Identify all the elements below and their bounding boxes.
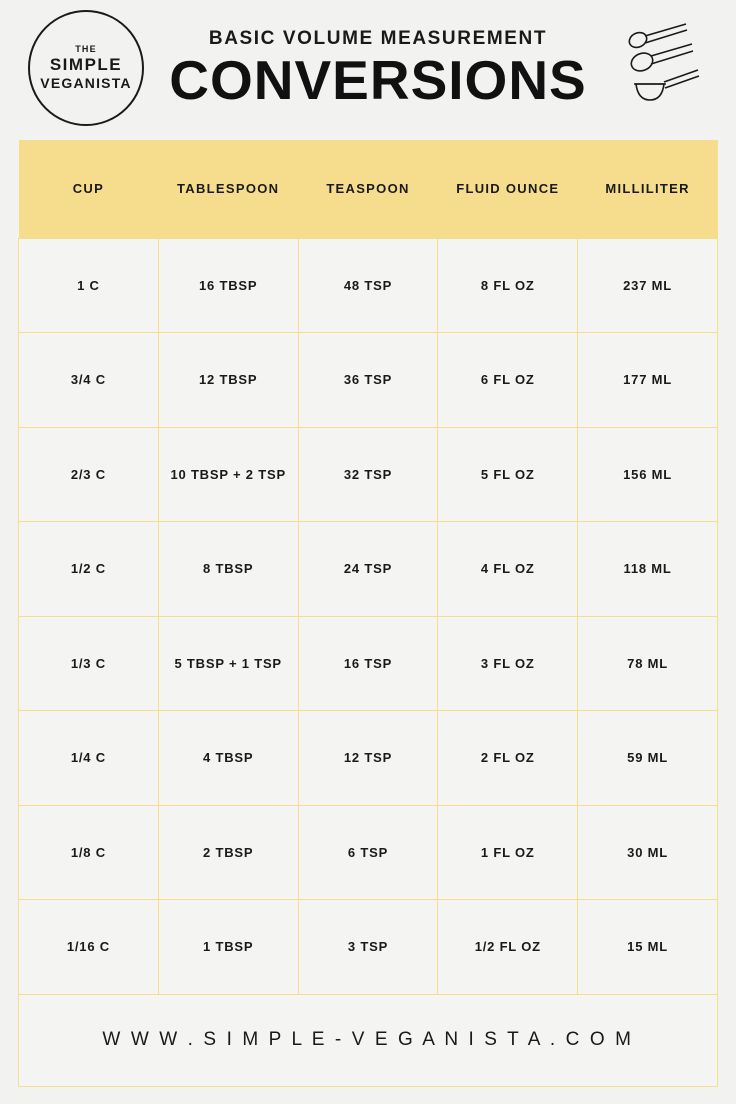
cell-tablespoon: 2 TBSP bbox=[158, 805, 298, 900]
header bbox=[0, 0, 736, 136]
cell-cup: 3/4 C bbox=[19, 333, 159, 428]
cell-fluid-ounce: 2 FL OZ bbox=[438, 711, 578, 806]
column-header-teaspoon: TEASPOON bbox=[298, 140, 438, 238]
cell-tablespoon: 1 TBSP bbox=[158, 900, 298, 995]
table-header-row bbox=[19, 140, 718, 238]
column-header-fluid-ounce: FLUID OUNCE bbox=[438, 140, 578, 238]
cell-tablespoon: 16 TBSP bbox=[158, 238, 298, 333]
cell-teaspoon: 3 TSP bbox=[298, 900, 438, 995]
table-row bbox=[19, 805, 718, 900]
cell-milliliter: 59 ML bbox=[578, 711, 718, 806]
table-row bbox=[19, 238, 718, 333]
cell-milliliter: 30 ML bbox=[578, 805, 718, 900]
cell-cup: 1/2 C bbox=[19, 522, 159, 617]
brand-logo bbox=[28, 10, 144, 126]
table-row bbox=[19, 427, 718, 522]
conversion-table bbox=[18, 140, 718, 995]
cell-tablespoon: 4 TBSP bbox=[158, 711, 298, 806]
column-header-milliliter: MILLILITER bbox=[578, 140, 718, 238]
cell-tablespoon: 5 TBSP + 1 TSP bbox=[158, 616, 298, 711]
table-body bbox=[19, 238, 718, 994]
cell-fluid-ounce: 5 FL OZ bbox=[438, 427, 578, 522]
table-row bbox=[19, 900, 718, 995]
conversion-table-container bbox=[18, 140, 718, 1087]
cell-milliliter: 78 ML bbox=[578, 616, 718, 711]
logo-line-veganista: VEGANISTA bbox=[40, 75, 132, 92]
column-header-tablespoon: TABLESPOON bbox=[158, 140, 298, 238]
table-row bbox=[19, 522, 718, 617]
website-url[interactable]: W W W . S I M P L E - V E G A N I S T A . C O M bbox=[102, 1029, 634, 1050]
cell-cup: 1/3 C bbox=[19, 616, 159, 711]
cell-milliliter: 177 ML bbox=[578, 333, 718, 428]
cell-teaspoon: 6 TSP bbox=[298, 805, 438, 900]
cell-tablespoon: 12 TBSP bbox=[158, 333, 298, 428]
table-row bbox=[19, 616, 718, 711]
cell-fluid-ounce: 1/2 FL OZ bbox=[438, 900, 578, 995]
table-header bbox=[19, 140, 718, 238]
page-subtitle: BASIC VOLUME MEASUREMENT bbox=[208, 27, 548, 49]
cell-fluid-ounce: 1 FL OZ bbox=[438, 805, 578, 900]
cell-fluid-ounce: 8 FL OZ bbox=[438, 238, 578, 333]
cell-cup: 1 C bbox=[19, 238, 159, 333]
cell-fluid-ounce: 6 FL OZ bbox=[438, 333, 578, 428]
column-header-cup: CUP bbox=[19, 140, 159, 238]
cell-teaspoon: 16 TSP bbox=[298, 616, 438, 711]
cell-cup: 1/8 C bbox=[19, 805, 159, 900]
website-footer bbox=[18, 995, 718, 1087]
cell-milliliter: 156 ML bbox=[578, 427, 718, 522]
cell-cup: 2/3 C bbox=[19, 427, 159, 522]
page-title: CONVERSIONS bbox=[169, 48, 587, 111]
measuring-spoons-icon bbox=[614, 18, 710, 118]
cell-teaspoon: 32 TSP bbox=[298, 427, 438, 522]
cell-teaspoon: 12 TSP bbox=[298, 711, 438, 806]
cell-milliliter: 15 ML bbox=[578, 900, 718, 995]
cell-tablespoon: 8 TBSP bbox=[158, 522, 298, 617]
cell-milliliter: 118 ML bbox=[578, 522, 718, 617]
cell-teaspoon: 24 TSP bbox=[298, 522, 438, 617]
table-row bbox=[19, 711, 718, 806]
cell-teaspoon: 36 TSP bbox=[298, 333, 438, 428]
title-block bbox=[150, 27, 606, 111]
cell-fluid-ounce: 4 FL OZ bbox=[438, 522, 578, 617]
cell-cup: 1/4 C bbox=[19, 711, 159, 806]
logo-line-simple: SIMPLE bbox=[49, 55, 123, 75]
cell-milliliter: 237 ML bbox=[578, 238, 718, 333]
cell-teaspoon: 48 TSP bbox=[298, 238, 438, 333]
cell-fluid-ounce: 3 FL OZ bbox=[438, 616, 578, 711]
cell-cup: 1/16 C bbox=[19, 900, 159, 995]
table-row bbox=[19, 333, 718, 428]
cell-tablespoon: 10 TBSP + 2 TSP bbox=[158, 427, 298, 522]
logo-line-the: THE bbox=[75, 44, 97, 55]
